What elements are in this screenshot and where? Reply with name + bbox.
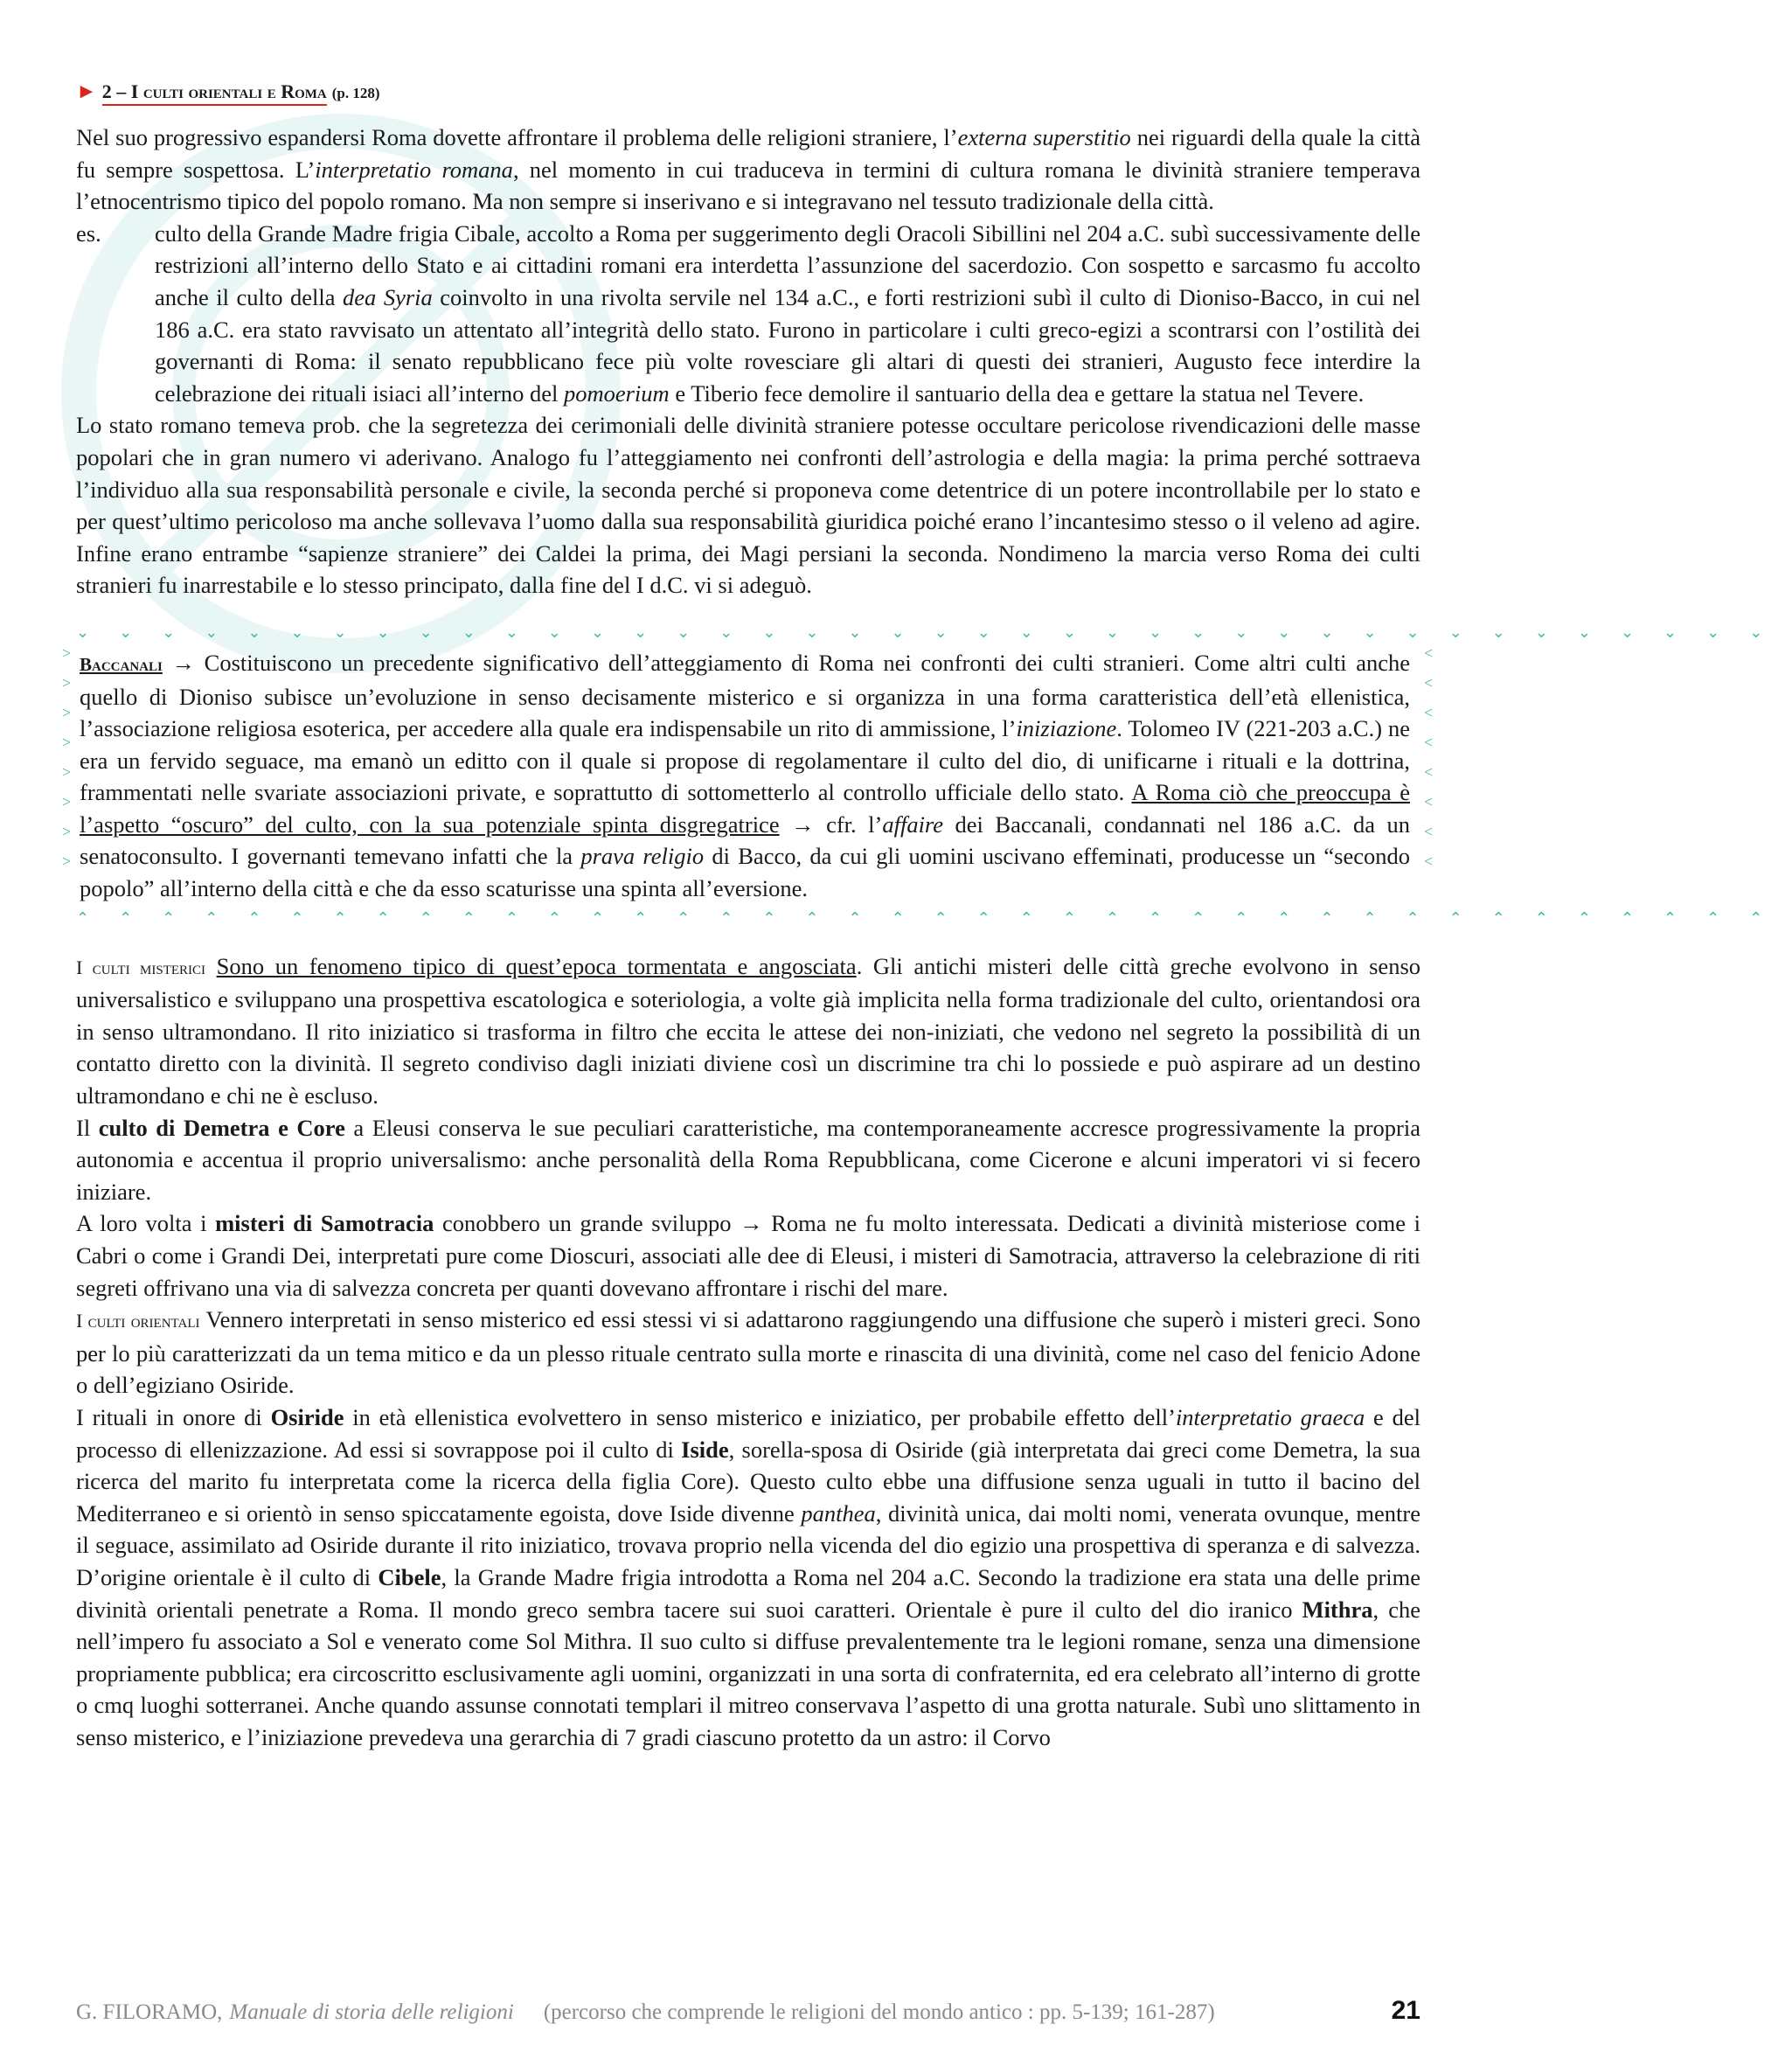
example-text: culto della Grande Madre frigia Cibale, accolto a Roma per suggerimento degli Oracoli Sibillini nel 204 a.C. subì successivamente delle restrizioni all’interno dello Stato e ai cittadini romani era interdetta l’assunzione del sacerdozio. Con sospetto e sarcasmo fu accolto anche il culto della dea Syria coinvolto in una rivolta servile nel 134 a.C., e forti restrizioni subì il culto di Dioniso-Bacco, in cui nel 186 a.C. era stato ravvisato un attentato all’integrità dello stato. Furono in particolare i culti greco-egizi a scontrarsi con l’ostilità dei governanti di Roma: il senato repubblicano fece più volte rovesciare gli altari di questi dei stranieri, Augusto fece interdire la celebrazione dei rituali isiaci all’interno del pomoerium e Tiberio fece demolire il santuario della dea e gettare la statua nel Tevere. bbox=[155, 219, 1420, 407]
section-title bbox=[76, 80, 1420, 106]
page-reference: (p. 128) bbox=[331, 85, 380, 101]
footer-author: G. FILORAMO, bbox=[76, 2000, 223, 2024]
section-heading: 2 – I culti orientali e Roma bbox=[102, 80, 327, 106]
decorative-border-top: ⌄⌄⌄⌄⌄⌄⌄⌄⌄⌄⌄⌄⌄⌄⌄⌄⌄⌄⌄⌄⌄⌄⌄⌄⌄⌄⌄⌄⌄⌄⌄⌄⌄⌄⌄⌄⌄⌄⌄⌄ bbox=[76, 623, 1792, 641]
osiride-paragraph: I rituali in onore di Osiride in età ellenistica evolvettero in senso misterico e iniziatico, per probabile effetto dell’interpretatio graeca e del processo di ellenizzazione. Ad essi si sovrappose poi il culto di Iside, sorella-sposa di Osiride (già interpretata dai greci come Demetra, la sua ricerca del marito fu interpretata come la ricerca della figlia Core). Questo culto ebbe una diffusione senza uguali in tutto il bacino del Mediterraneo e si orientò in senso spiccatamente egoista, dove Iside divenne panthea, divinità unica, dai molti nomi, venerata ovunque, mentre il seguace, assimilato ad Osiride durante il rito iniziatico, trovava proprio nella vicenda del dio egizio una prospettiva di speranza e di salvezza. D’origine orientale è il culto di Cibele, la Grande Madre frigia introdotta a Roma nel 204 a.C. Secondo la tradizione era stata una delle prime divinità orientali penetrate a Roma. Il mondo greco sembra tacere sui suoi caratteri. Orientale è pure il culto del dio iranico Mithra, che nell’impero fu associato a Sol e venerato come Sol Mithra. Il suo culto si diffuse prevalentemente tra le legioni romane, senza una dimensione propriamente pubblica; era circoscritto esclusivamente agli uomini, organizzati in una sorta di confraternita, ed era celebrato all’interno di grotte o cmq luoghi sotterranei. Anche quando assunse connotati templari il mitreo conservava l’aspetto di una grotta naturale. Subì uno slittamento in senso misterico, e l’iniziazione prevedeva una gerarchia di 7 gradi ciascuno protetto da un astro: il Corvo bbox=[76, 1403, 1420, 1750]
page-footer bbox=[76, 1996, 1420, 2026]
example-block bbox=[76, 218, 1420, 410]
baccanali-label: Baccanali bbox=[80, 653, 163, 675]
decorative-border-left: > > > > > > > > bbox=[62, 643, 72, 870]
example-label: es. bbox=[76, 219, 101, 247]
demetra-paragraph: Il culto di Demetra e Core a Eleusi conserva le sue peculiari caratteristiche, ma contemporaneamente accresce progressivamente la propria autonomia e accentua il proprio universalismo: anche personalità della Roma Repubblicana, come Cicerone e alcuni imperatori vi si fecero iniziare. bbox=[76, 1114, 1421, 1205]
page-number: 21 bbox=[1391, 1996, 1420, 2025]
orientali-paragraph: I culti orientali Vennero interpretati in senso misterico ed essi stessi vi si adattarono raggiungendo una diffusione che superò i misteri greci. Sono per lo più caratterizzati da un tema mitico e da un plesso rituale centrato sulla morte e rinascita di una divinità, come nel caso del fenicio Adone o dell’egiziano Osiride. bbox=[76, 1306, 1420, 1399]
decorative-border-bottom: ⌃⌃⌃⌃⌃⌃⌃⌃⌃⌃⌃⌃⌃⌃⌃⌃⌃⌃⌃⌃⌃⌃⌃⌃⌃⌃⌃⌃⌃⌃⌃⌃⌃⌃⌃⌃⌃⌃⌃⌃ bbox=[76, 908, 1792, 927]
state-paragraph: Lo stato romano temeva prob. che la segretezza dei cerimoniali delle divinità straniere potesse occultare pericolose rivendicazioni delle masse popolari che in gran numero vi aderivano. Analogo fu l’atteggiamento nei confronti dell’astrologia e della magia: la prima perché sottraeva l’individuo alla sua responsabilità personale e civile, la seconda perché si proponeva come detentrice di un potere incontrollabile per lo stato e per quest’ultimo pericoloso ma anche sollevava l’uomo dalla sua responsabilità giuridica poiché erano l’incantesimo stesso o il veleno ad agire. Infine erano entrambe “sapienze straniere” dei Caldei la prima, dei Magi persiani la seconda. Nondimeno la marcia verso Roma dei culti stranieri fu inarrestabile e lo stesso principato, dalla fine del I d.C. vi si adeguò. bbox=[76, 412, 1420, 599]
misterici-paragraph: I culti misterici Sono un fenomeno tipico di quest’epoca tormentata e angosciata. Gli antichi misteri delle città greche evolvono in senso universalistico e sviluppano una prospettiva escatologica e soteriologia, a volte già implicita nella forma tradizionale del culto, orientandosi ora in senso ultramondano. Il rito iniziatico si trasforma in filtro che eccita le attese dei non-iniziati, che vedono nel segreto la possibilità di un contatto diretto con la divinità. Il segreto condiviso dagli iniziati diviene così un discrimine tra chi lo possiede e può aspirare ad un destino ultramondano e chi ne è escluso. bbox=[76, 952, 1421, 1109]
misterici-label: I culti misterici bbox=[76, 956, 206, 978]
baccanali-text: Baccanali → Costituiscono un precedente significativo dell’atteggiamento di Roma nei confronti dei culti stranieri. Come altri culti anche quello di Dioniso subisce un’evoluzione in senso decisamente misterico e si organizza in una forma caratteristica dell’età ellenistica, l’associazione religiosa esoterica, per accedere alla quale era indispensabile un rito di ammissione, l’iniziazione. Tolomeo IV (221-203 a.C.) ne era un fervido seguace, ma emanò un editto con il quale si propose di regolamentare il culto del dio, di unificarne i rituali e la dottrina, frammentati nelle svariate associazioni private, e soprattutto di sottometterlo al controllo ufficiale dello stato. A Roma ciò che preoccupa è l’aspetto “oscuro” del culto, con la sua potenziale spinta disgregatrice → cfr. l’affaire dei Baccanali, condannati nel 186 a.C. da un senatoconsulto. I governanti temevano infatti che la prava religio di Bacco, da cui gli uomini uscivano effeminati, producesse un “secondo popolo” all’interno della città e che da esso scaturisse una spinta all’eversione. bbox=[80, 649, 1411, 902]
baccanali-box bbox=[62, 623, 1792, 927]
bullet-arrow-icon: ► bbox=[76, 80, 97, 103]
intro-paragraph: Nel suo progressivo espandersi Roma dovette affrontare il problema delle religioni straniere, l’externa superstitio nei riguardi della quale la città fu sempre sospettosa. L’interpretatio romana, nel momento in cui traduceva in termini di cultura romana le divinità straniere temperava l’etnocentrismo tipico del popolo romano. Ma non sempre si inserivano e si integravano nel tessuto tradizionale della città. bbox=[76, 124, 1421, 215]
samotracia-paragraph: A loro volta i misteri di Samotracia conobbero un grande sviluppo → Roma ne fu molto interessata. Dedicati a divinità misteriose come i Cabri o come i Grandi Dei, interpretati pure come Dioscuri, associati alle dee di Eleusi, i misteri di Samotracia, attraverso la celebrazione di riti segreti offrivano una via di salvezza concreta per quanti dovevano affrontare i rischi del mare. bbox=[76, 1210, 1420, 1301]
orientali-label: I culti orientali bbox=[76, 1310, 200, 1332]
footer-book-title: Manuale di storia delle religioni bbox=[229, 2000, 514, 2024]
page-content bbox=[62, 80, 1792, 1754]
footer-description: (percorso che comprende le religioni del mondo antico : pp. 5-139; 161-287) bbox=[543, 2000, 1215, 2024]
decorative-border-right: < < < < < < < < bbox=[1424, 643, 1434, 870]
